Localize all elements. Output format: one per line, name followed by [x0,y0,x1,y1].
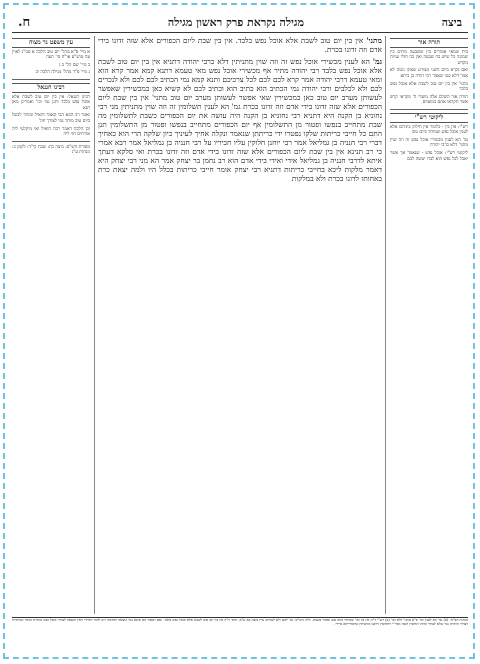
left-paragraph: ואמר רב הונא הכי קאמר הואיל ומותר לבשל ביום טוב מותר נמי לצורך חול [12,113,90,124]
likutei-rashi-title: ליקוטי רש"י [390,113,468,123]
left-paragraph: מסורת הש"ס: ביצה כח: שבת קי"ד: לקמן כ: מנחות ע"ג [12,144,90,156]
mishnah-block [98,36,382,54]
ein-mishpat-title: עין משפט נר מצוה [12,38,90,48]
gemara-line: רבי נחוניא בן הקנה היה עושה את יום הכפורים כשבת לתשלומין מה שבת מתחייב בנפשו ופטור מן התשלומין [98,111,382,129]
gemara-line: תנן התם כל חייבי כריתות שלקו נפטרו ידי כריתתן שנאמר ונקלה אחיך לעיניך [98,120,382,138]
gemara-line: אמר רבא אמרי בי רב תנינא אין בין שבת ליום הכפורים אלא שזה זדונו בידי אדם וזה זדונו בכרת [98,138,382,156]
left-separator [12,141,90,142]
right-paragraph: ליקוטי רש"י: אוכל נפש - שנאמר אך אשר יאכל לכל נפש הוא לבדו יעשה לכם [390,150,468,162]
page-header [12,12,468,33]
mishnah-text: אין בין יום טוב לשבת אלא אוכל נפש בלבד. אין בין שבת ליום הכפורים אלא שזה זדונו בידי אדם וזה זדונו בכרת. [98,36,382,54]
gemara-line: גמ' הא לענין תשלומין זה וזה שוין מתניתין מני רבי נחוניא בן הקנה היא דתניא [98,102,382,120]
gemara-line: רב נחמן בר יצחק אמר הא מני רבי יצחק היא דאמר מלקות ליכא בחייבי כריתות [98,156,382,174]
gemara-line: רבי יהודה מתיר אף מכשירי אוכל נפש מאי טעמא דתנא קמא אמר קרא הוא ומאי טעמא דרבי יהודה אמר קרא לכם [98,66,382,84]
gemara-line: ורבי יהודה נמי הכתיב הוא כתיב הוא וכתיב לכם לא קשיא כאן במכשירין שאפשר לעשותן מערב יום טוב [98,84,382,102]
gemara-block [98,57,382,183]
gemara-line: ואי סלקא דעתך איתא לדרבי חנניה בן גמליאל אידי ואידי בידי אדם הוא [98,147,382,165]
left-paragraph: וכן הלכה דאמר רבה הואיל ואי מיקלעי ליה אורחים חזי ליה [12,126,90,138]
mishnah-lead: מתני' [366,36,382,45]
header-right-title: ביצה [441,15,462,29]
gemara-line: לכם לכל צרכיכם ותנא קמא נמי הכתיב לכם לכם ולא לנכרים לכם ולא לכלבים [98,75,382,93]
gemara-line: אף יום הכפורים מתחייב בנפשו ופטור מן התשלומין [106,120,262,129]
gemara-line: כיון שלקה הרי הוא כאחיך דברי רבי חנניה בן גמליאל [98,129,382,147]
left-paragraph: ב מיי' שם הל' ב ג [58,62,90,68]
header-center-title: מגילה נקראת פרק ראשון מגילה [167,15,305,29]
page-number: ח. [18,15,31,30]
right-separator [390,109,468,110]
left-separator [12,79,90,80]
right-paragraph: תורה אור השלם אלה מועדי ה' מקראי קדש אשר תקראו אתם במועדם [390,94,468,106]
right-paragraph: מתני' אין בין יום טוב לשבת אלא אוכל נפש בלבד [390,81,468,93]
right-paragraph: ואם נקרא ביום השני מצורע שאינו נוטה לא אמר דלא כמו שאמר רבי הודה בן ביתא [390,68,468,79]
torah-or-title: תורה אור [390,38,468,48]
gemara-line: כאן במכשירין שאי אפשר לעשותן מערב יום טוב [167,93,314,102]
gemara-line: אמר רבי יוחנן חלוקין עליו חביריו על רבי חנניה בן גמליאל [141,138,307,147]
column-divider-left [94,36,95,614]
rabbeinu-chananel-title: רבינו חננאל [12,83,90,93]
column-divider-right [385,36,386,614]
left-paragraph: א מיי' פ"א מהל' יום טוב הלכה א סמ"ג לאוין עה טוש"ע או"ח סי' תצה [12,49,90,61]
gemara-lead: גמ' [372,57,382,66]
footer-notes: הגהות הב"ח: (א) גמ' הא לענין וכו' ס"א מתני' דלא וכו' (ב) רש"י ד"ה אין בין וכו' שמותר ביום טוב ואסור בשבת. גליון הש"ס: גמ' לכם ולא לנכרים עיין ביצה כא ע"א. תוס' ד"ה אין בין יום טוב לשבת אלא אוכל נפש בלבד. ואם תאמר הא איכא נמי הוצאה ותחומין ויש לומר דאיידי דאין הוצאה לצורך אוכל נפש מותרת מתוך שהותרה לצורך הותרה נמי שלא לצורך ומיהו תחומין קשה ואור"י דתחומין דרבנן ומתניתין בדאורייתא איירי. [12,617,468,652]
right-paragraph: רש"י: אין בין - כלומר אין חילוק ביניהם אלא לענין אוכל נפש שמותר ביום טוב [390,124,468,136]
gemara-line: מתני' אין בין שבת ליום הכפורים אלא שזה זדונו בידי אדם וזה זדונו בכרת [98,93,382,111]
left-paragraph: רבינו חננאל: אין בין יום טוב לשבת אלא אוכל נפש בלבד ותנן נמי וכו' ואמרינן מאן תנא [12,94,90,111]
right-paragraph: בית שמאי אומרים בין ששבעה מתים בין שמונה כל שיש בה שבעה ואין בה חולי עניות מקדש [390,49,468,66]
talmud-page [12,12,468,652]
gemara-line: דתניא רבי יצחק אומר חייבי כריתות בכלל היו ולמה יצאת כרת באחותו לדונו בכרת ולא במלקות [98,165,382,183]
gemara-line: הא לענין מכשירי אוכל נפש זה וזה שוין מתניתין דלא כרבי יהודה דתניא אין בין יום טוב לשבת אלא אוכל נפש בלבד [98,57,382,75]
left-paragraph: ג מיי' פ"ד מהל' מגילה הלכה יב [35,70,90,76]
right-paragraph: גמ' הא לענין מכשירי אוכל נפש זה וזה שוין מתני' דלא כרבי יהודה [390,137,468,149]
main-text-column [98,36,382,614]
left-margin-column [12,36,90,614]
right-margin-column [390,36,468,614]
